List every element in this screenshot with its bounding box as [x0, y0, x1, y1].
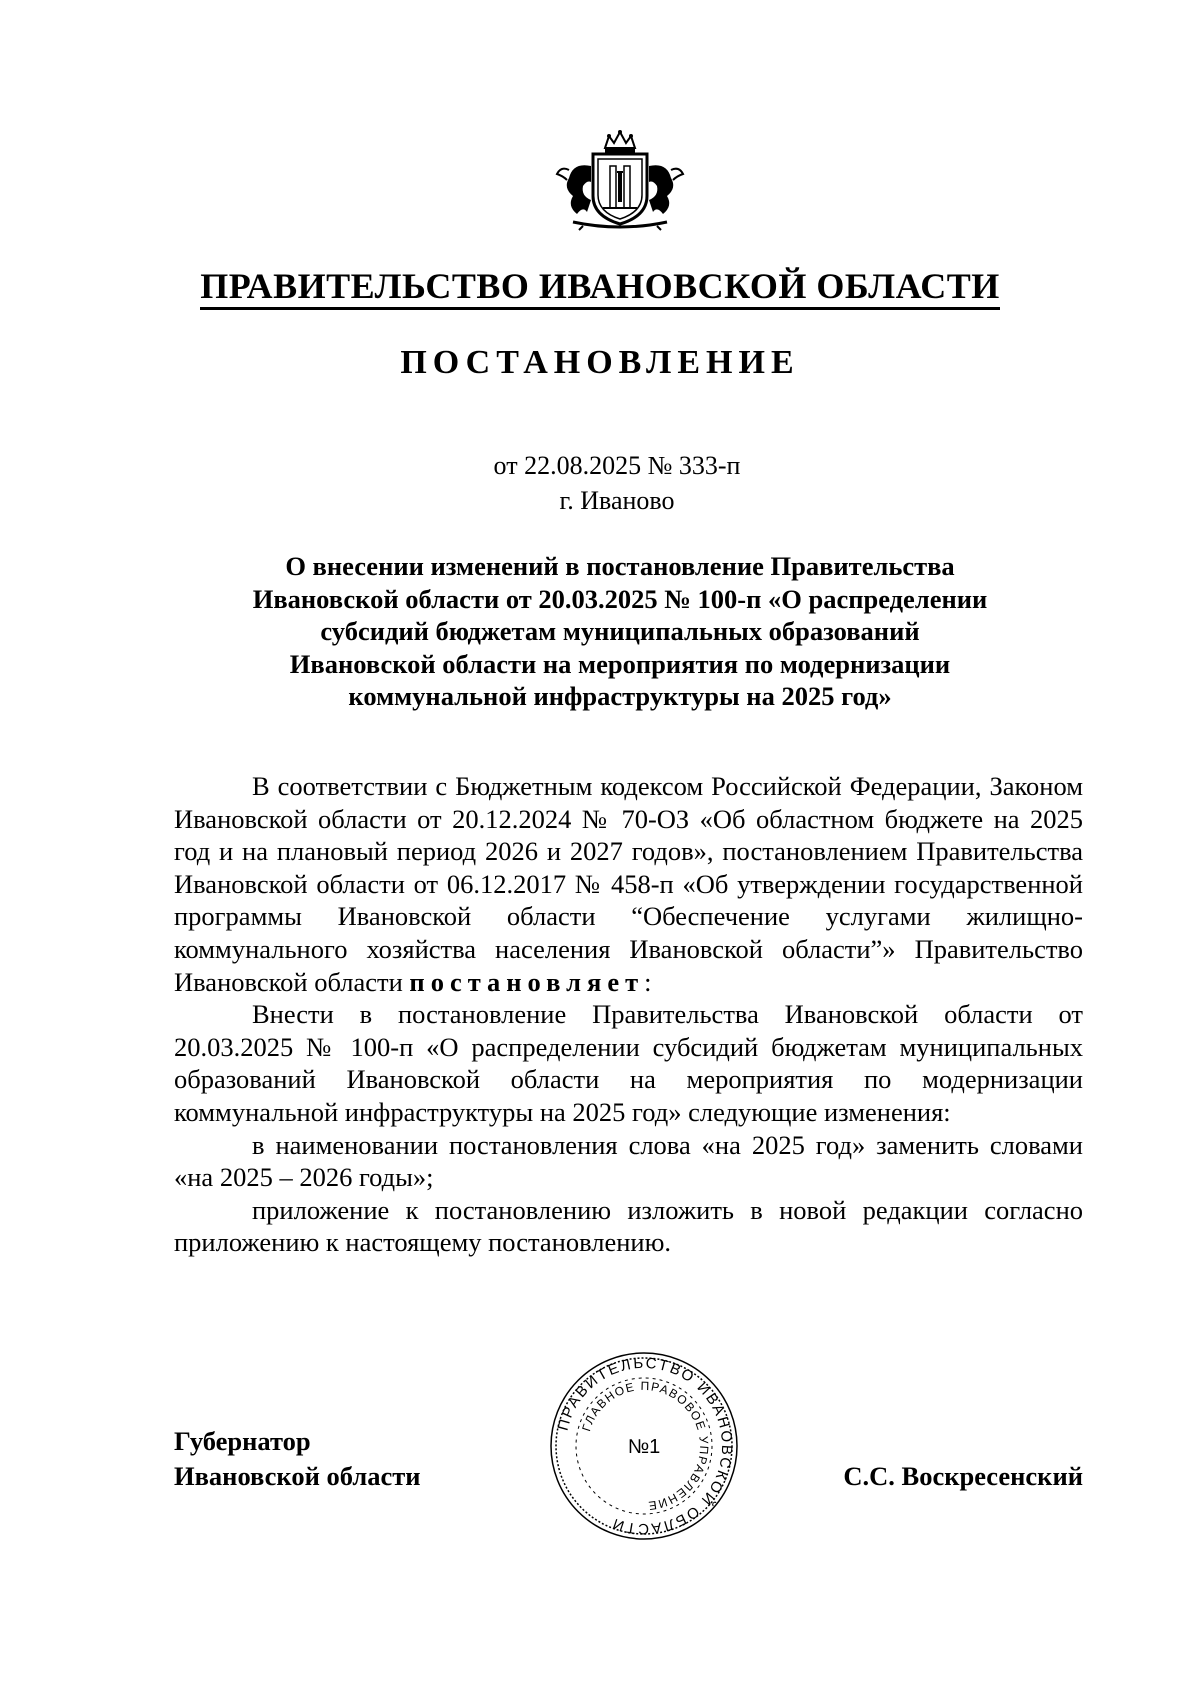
document-type: ПОСТАНОВЛЕНИЕ [400, 344, 800, 381]
signer-position-line: Ивановской области [174, 1461, 421, 1491]
government-title-text: ПРАВИТЕЛЬСТВО ИВАНОВСКОЙ ОБЛАСТИ [200, 266, 1000, 310]
subject-line: О внесении изменений в постановление Правительства [285, 551, 955, 581]
document-subject [200, 550, 1040, 713]
signer-position [174, 1424, 421, 1494]
document-body [174, 770, 1083, 1259]
body-paragraph: приложение к постановлению изложить в новой редакции согласно приложению к настоящему постановлению. [174, 1194, 1083, 1258]
city: г. Иваново [559, 486, 675, 515]
document-meta [0, 448, 1200, 518]
government-title [0, 265, 1200, 307]
body-paragraph [174, 770, 1083, 998]
subject-line: Ивановской области на мероприятия по модернизации [289, 648, 951, 679]
stamp-outer-text-span: ПРАВИТЕЛЬСТВО ИВАНОВСКОЙ ОБЛАСТИ [554, 1354, 736, 1538]
subject-line: Ивановской области от 20.03.2025 № 100-п «О распределении [252, 583, 988, 614]
subject-line: субсидий бюджетам муниципальных образований [320, 616, 920, 646]
date-number: от 22.08.2025 № 333-п [493, 451, 741, 480]
body-paragraph: Внести в постановление Правительства Ивановской области от 20.03.2025 № 100-п «О распределении субсидий бюджетам муниципальных образований Ивановской области на мероприятия по модернизации коммунальной инфраструктуры на 2025 год» следующие изменения: [174, 999, 1083, 1127]
signer-position-line: Губернатор [174, 1426, 311, 1456]
official-stamp [548, 1350, 740, 1542]
body-paragraph-text: В соответствии с Бюджетным кодексом Российской Федерации, Законом Ивановской области от 20.12.2024 № 70-ОЗ «Об областном бюджете на 2025 год и на плановый период 2026 и 2027 годов», постановлением Правительства Ивановской области от 06.12.2017 № 458-п «Об утверждении государственной программы Ивановской области “Обеспечение услугами жилищно-коммунального хозяйства населения Ивановской области”» Правительство Ивановской области [174, 771, 1083, 997]
subject-line: коммунальной инфраструктуры на 2025 год» [348, 681, 892, 711]
stamp-number: №1 [627, 1436, 661, 1458]
colon: : [644, 966, 652, 997]
body-paragraph: в наименовании постановления слова «на 2025 год» заменить словами «на 2025 – 2026 годы»; [174, 1129, 1083, 1193]
signer-name: С.С. Воскресенский [843, 1461, 1083, 1491]
coat-of-arms-icon [553, 126, 687, 232]
resolves-word: постановляет [409, 966, 645, 997]
stamp-inner-text-span: ГЛАВНОЕ ПРАВОВОЕ УПРАВЛЕНИЕ [579, 1378, 712, 1514]
